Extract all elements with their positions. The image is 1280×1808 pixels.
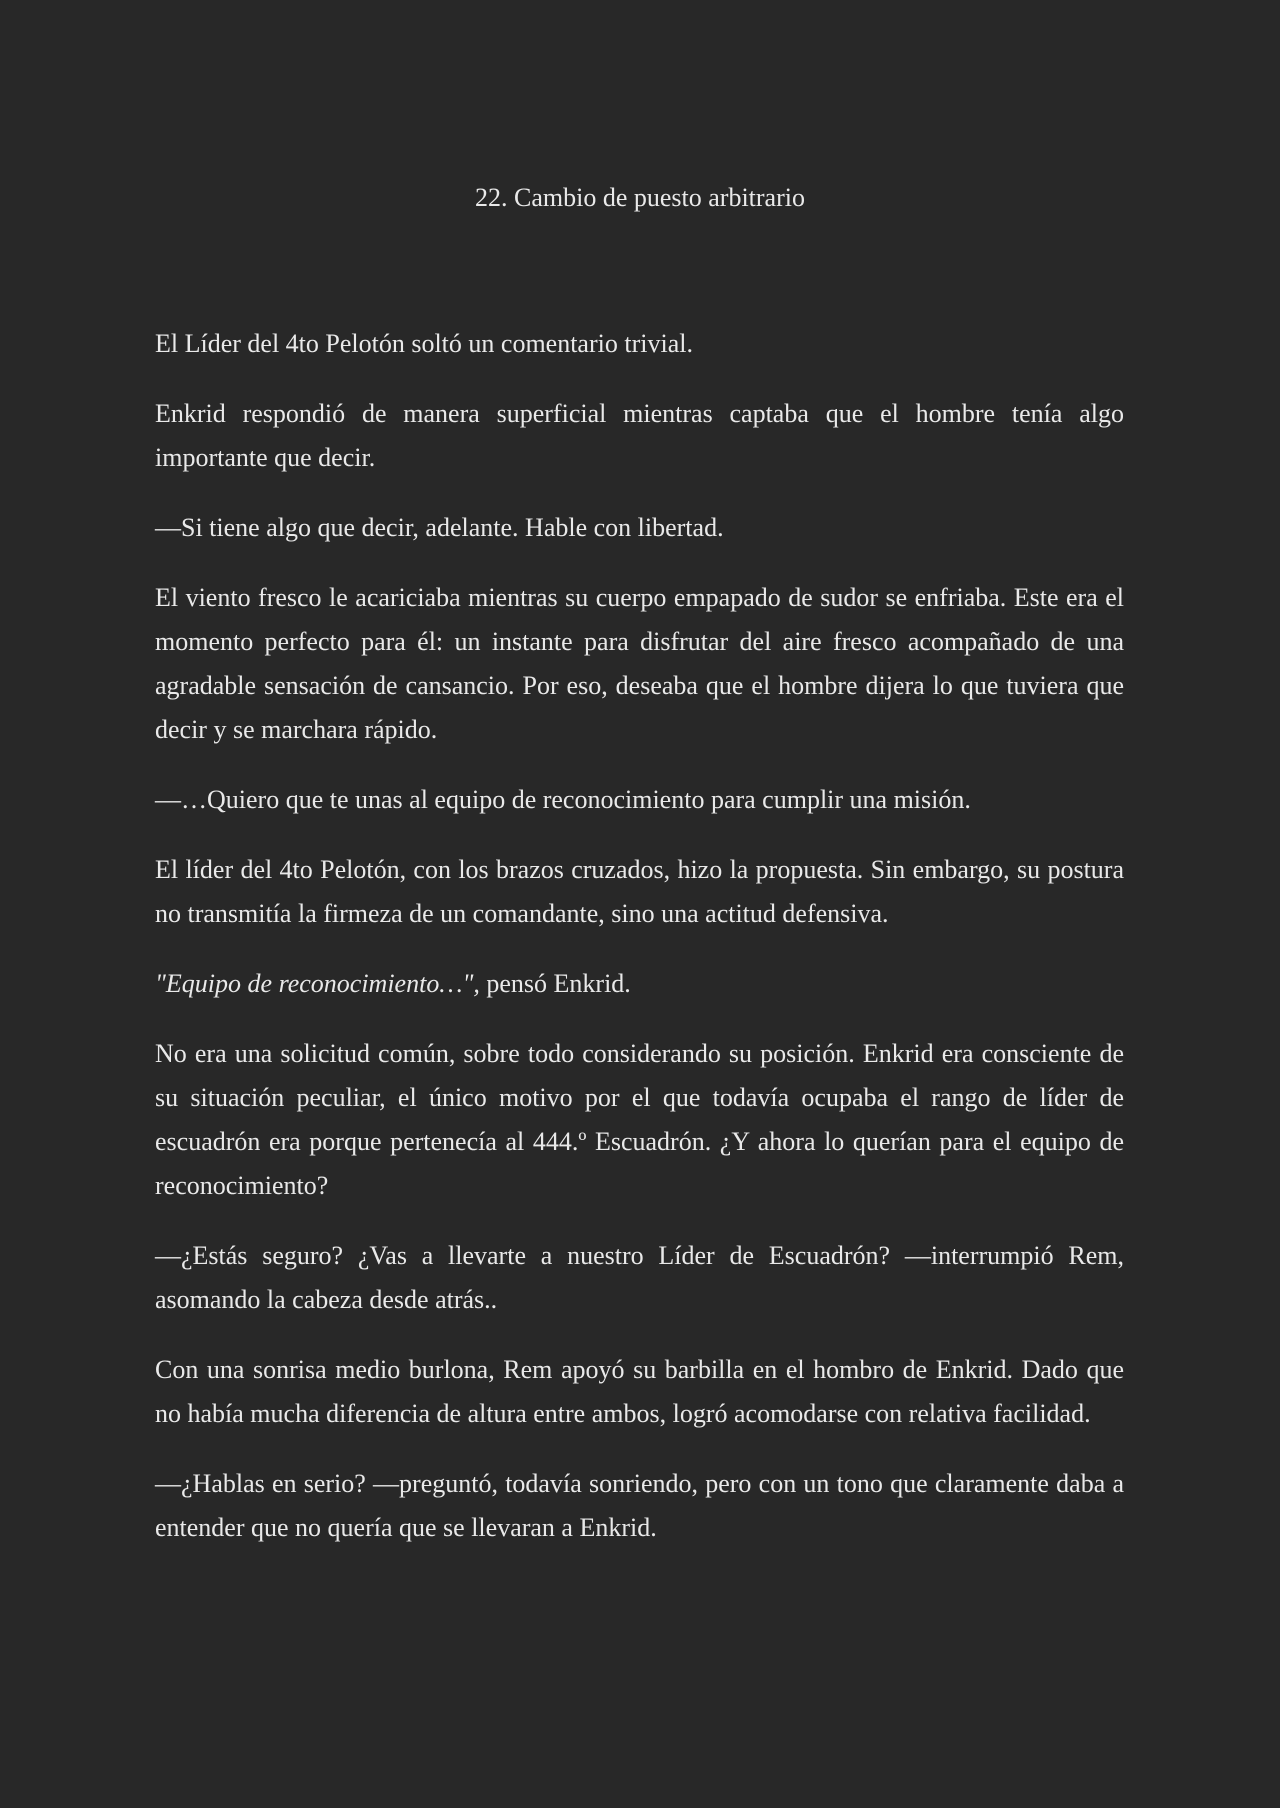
- thought-italic: "Equipo de reconocimiento…",: [155, 969, 480, 998]
- paragraph: El Líder del 4to Pelotón soltó un comentario trivial.: [155, 329, 693, 358]
- thought-paragraph: [155, 962, 1124, 1006]
- paragraph: El líder del 4to Pelotón, con los brazos cruzados, hizo la propuesta. Sin embargo, su postura no transmitía la firmeza de un comandante, sino una actitud defensiva.: [155, 855, 1124, 928]
- thought-rest: pensó Enkrid.: [479, 969, 631, 998]
- chapter-title: 22. Cambio de puesto arbitrario: [475, 183, 805, 212]
- chapter-body: [155, 322, 1124, 1576]
- paragraph: Con una sonrisa medio burlona, Rem apoyó su barbilla en el hombro de Enkrid. Dado que no había mucha diferencia de altura entre ambos, logró acomodarse con relativa facilidad.: [155, 1355, 1124, 1428]
- paragraph: Enkrid respondió de manera superficial mientras captaba que el hombre tenía algo importante que decir.: [155, 399, 1124, 472]
- paragraph: El viento fresco le acariciaba mientras su cuerpo empapado de sudor se enfriaba. Este era el momento perfecto para él: un instante para disfrutar del aire fresco acompañado de una agradable sensación de cansancio. Por eso, deseaba que el hombre dijera lo que tuviera que decir y se marchara rápido.: [155, 583, 1124, 744]
- paragraph: No era una solicitud común, sobre todo considerando su posición. Enkrid era consciente de su situación peculiar, el único motivo por el que todavía ocupaba el rango de líder de escuadrón era porque pertenecía al 444.º Escuadrón. ¿Y ahora lo querían para el equipo de reconocimiento?: [155, 1039, 1124, 1200]
- paragraph: —¿Hablas en serio? —preguntó, todavía sonriendo, pero con un tono que claramente daba a entender que no quería que se llevaran a Enkrid.: [155, 1469, 1124, 1542]
- paragraph: —Si tiene algo que decir, adelante. Hable con libertad.: [155, 513, 724, 542]
- paragraph: —¿Estás seguro? ¿Vas a llevarte a nuestro Líder de Escuadrón? —interrumpió Rem, asomando la cabeza desde atrás..: [155, 1241, 1124, 1314]
- paragraph: —…Quiero que te unas al equipo de reconocimiento para cumplir una misión.: [155, 785, 971, 814]
